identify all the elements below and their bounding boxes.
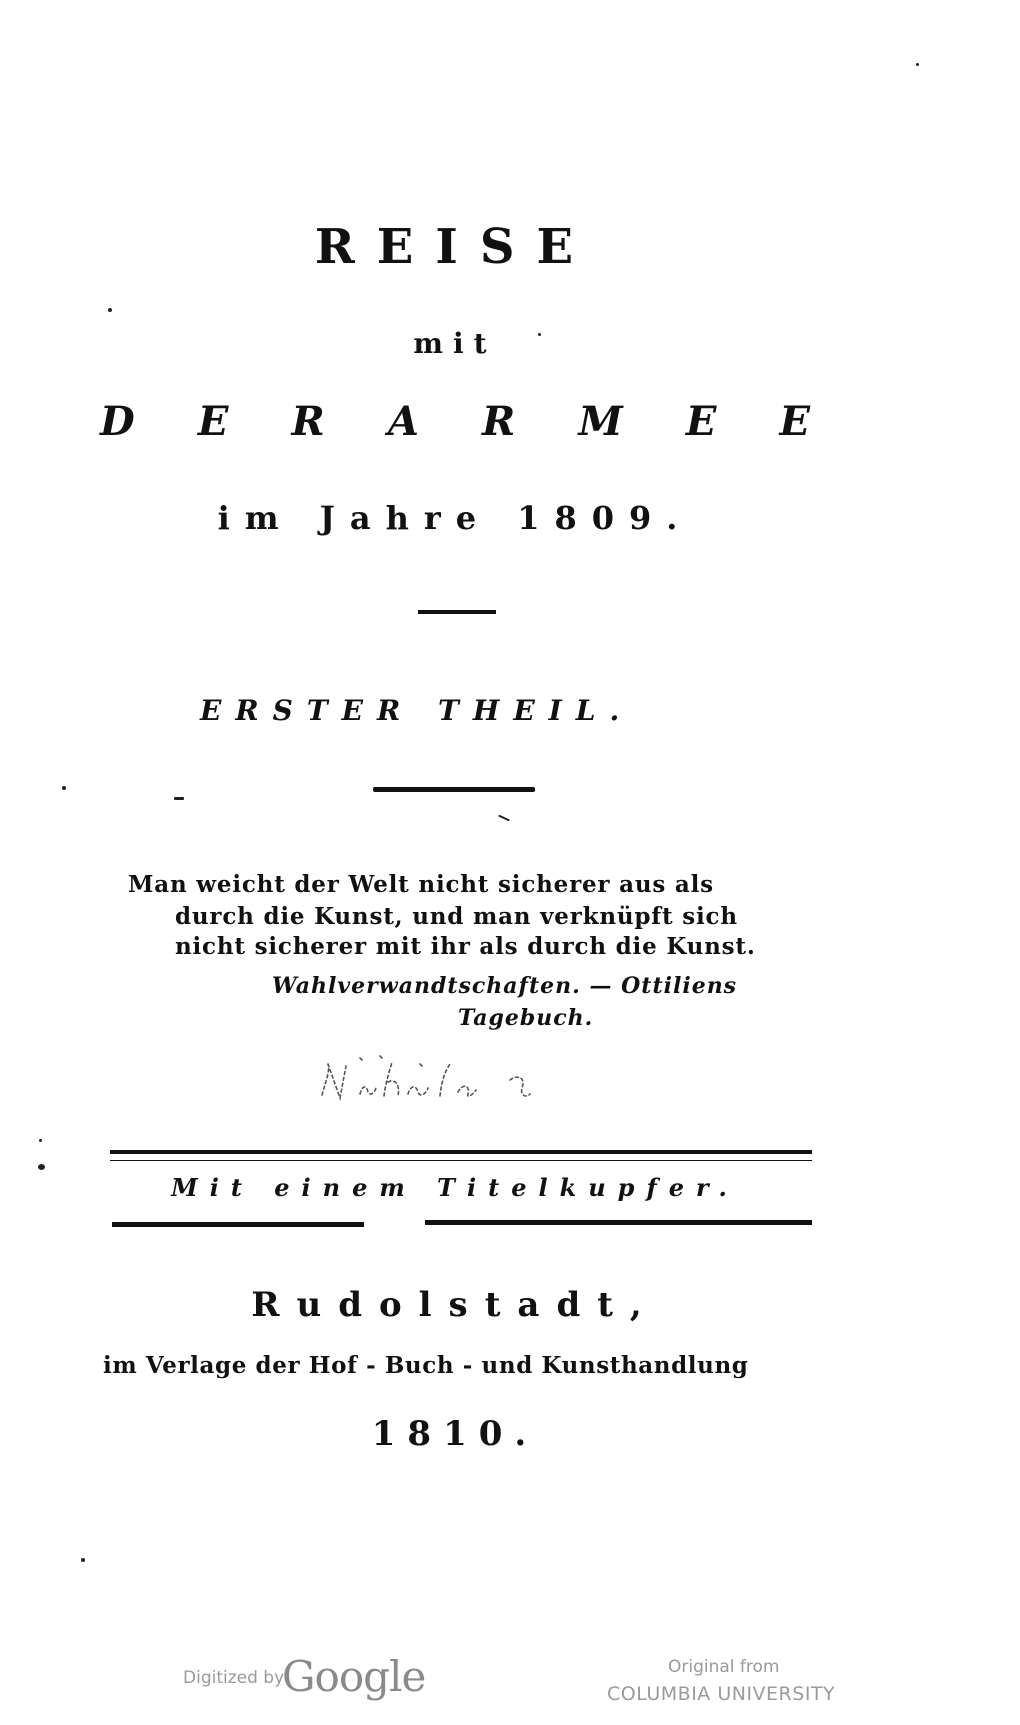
epigraph-source: Wahlverwandtschaften. — Ottiliens: [272, 973, 738, 999]
title-connector: mit: [413, 327, 497, 360]
divider-rule: [418, 610, 496, 614]
book-title: REISE: [314, 219, 596, 275]
subject-letter: R: [291, 398, 325, 445]
digitized-by-label: Digitized by: [183, 1668, 285, 1688]
subject-letter: D: [100, 398, 135, 445]
paper-speck: [62, 786, 66, 790]
date-line: im Jahre 1809.: [217, 499, 693, 537]
paper-speck: [498, 815, 510, 822]
paper-speck: [39, 1139, 42, 1142]
paper-speck: [538, 333, 541, 336]
publication-place: Rudolstadt,: [251, 1285, 659, 1325]
subject-line: [100, 398, 810, 445]
paper-speck: [38, 1164, 45, 1170]
divider-rule: [110, 1150, 812, 1154]
original-from-label: Original from: [668, 1657, 780, 1677]
epigraph-source: Tagebuch.: [458, 1005, 594, 1031]
divider-rule: [110, 1160, 812, 1161]
divider-rule: [112, 1222, 364, 1227]
subject-letter: M: [578, 398, 623, 445]
illustration-note: Mit einem Titelkupfer.: [171, 1173, 739, 1202]
publisher-line: im Verlage der Hof - Buch - und Kunsthandlung: [103, 1352, 749, 1379]
part-label: ERSTER THEIL.: [200, 694, 634, 727]
epigraph-line: nicht sicherer mit ihr als durch die Kunst.: [175, 933, 756, 960]
paper-speck: [108, 308, 112, 312]
subject-letter: E: [197, 398, 229, 445]
divider-rule: [425, 1220, 812, 1225]
paper-speck: [81, 1558, 85, 1562]
publication-year: 1810.: [371, 1414, 539, 1454]
paper-speck: [916, 63, 919, 66]
google-logo: Google: [282, 1652, 426, 1701]
subject-letter: E: [685, 398, 717, 445]
handwritten-signature: [300, 1050, 570, 1120]
subject-letter: E: [779, 398, 810, 445]
subject-letter: R: [482, 398, 516, 445]
subject-letter: A: [387, 398, 419, 445]
epigraph-line: Man weicht der Welt nicht sicherer aus als: [128, 871, 714, 898]
paper-speck: [174, 797, 184, 800]
divider-rule: [373, 787, 535, 792]
institution-label: COLUMBIA UNIVERSITY: [607, 1683, 836, 1705]
epigraph-line: durch die Kunst, und man verknüpft sich: [175, 903, 738, 930]
